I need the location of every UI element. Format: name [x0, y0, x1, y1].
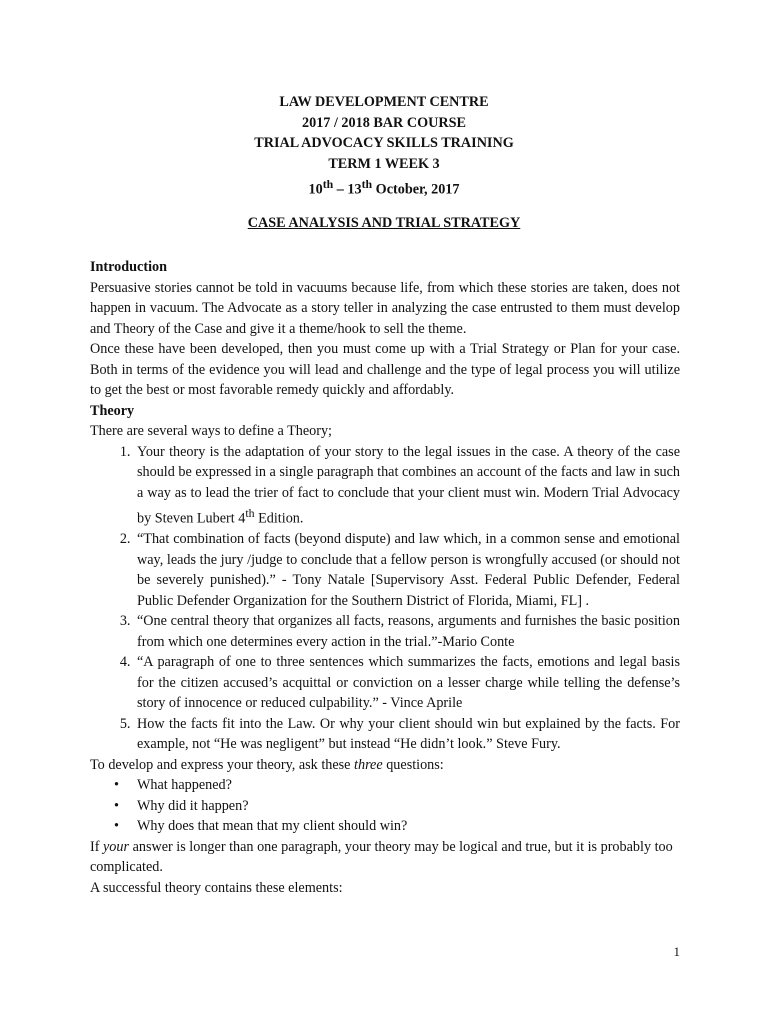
introduction-paragraph: Persuasive stories cannot be told in vacuums because life, from which these stories are taken, does not happen in vacuum. The Advocate as a story teller in analyzing the case entrusted to them must develop and Theory of the Case and give it a theme/hook to sell the theme.	[90, 279, 680, 337]
list-item: • Why does that mean that my client should win?	[134, 816, 680, 837]
list-item: 2. “That combination of facts (beyond dispute) and law which, in a common sense and emotional way, leads the jury /judge to conclude that a fellow person is wrongfully accused (or should not be severely punished).” - Tony Natale [Supervisory Asst. Federal Public Defender, Federal Public Defender Organization for the Southern District of Florida, Miami, FL] .	[134, 529, 680, 611]
document-header	[0, 92, 768, 200]
document-title: CASE ANALYSIS AND TRIAL STRATEGY	[247, 215, 521, 231]
list-item: • What happened?	[134, 775, 680, 796]
list-item: 1. Your theory is the adaptation of your story to the legal issues in the case. A theory of the case should be expressed in a single paragraph that combines an account of the facts and law in such a way as to lead the trier of fact to conclude that your client must win. Modern Trial Advocacy by Steven Lubert 4th Edition.	[134, 442, 680, 530]
questions-intro: To develop and express your theory, ask these three questions:	[90, 756, 444, 773]
questions-list	[90, 775, 680, 837]
list-item: 5. How the facts fit into the Law. Or why your client should win but explained by the facts. For example, not “He was negligent” but instead “He didn’t look.” Steve Fury.	[134, 714, 680, 755]
training-name: TRIAL ADVOCACY SKILLS TRAINING	[254, 135, 514, 151]
elements-intro: A successful theory contains these elements:	[90, 879, 343, 896]
page-number: 1	[673, 944, 680, 959]
list-item: 4. “A paragraph of one to three sentences which summarizes the facts, emotions and legal basis for the citizen accused’s acquittal or conviction on a lesser charge while telling the defense’s story of innocence or reduced culpability.” - Vince Aprile	[134, 652, 680, 714]
date-range: 10th – 13th October, 2017	[308, 177, 460, 198]
term-week: TERM 1 WEEK 3	[328, 155, 440, 172]
document-body	[90, 257, 680, 898]
course-name: 2017 / 2018 BAR COURSE	[302, 114, 466, 131]
introduction-paragraph: Once these have been developed, then you must come up with a Trial Strategy or Plan for your case. Both in terms of the evidence you will lead and challenge and the type of legal process you will utilize to get the best or most favorable remedy quickly and affordably.	[90, 341, 680, 398]
introduction-heading: Introduction	[90, 259, 167, 275]
theory-length-note: If your answer is longer than one paragraph, your theory may be logical and true, but it is probably too complicated.	[90, 838, 673, 876]
theory-definitions-list	[90, 442, 680, 755]
theory-heading: Theory	[90, 402, 135, 419]
list-item: 3. “One central theory that organizes all facts, reasons, arguments and furnishes the basic position from which one determines every action in the trial.”-Mario Conte	[134, 611, 680, 652]
list-item: • Why did it happen?	[134, 796, 680, 817]
institution-name: LAW DEVELOPMENT CENTRE	[279, 94, 489, 110]
theory-intro: There are several ways to define a Theory;	[90, 423, 332, 439]
